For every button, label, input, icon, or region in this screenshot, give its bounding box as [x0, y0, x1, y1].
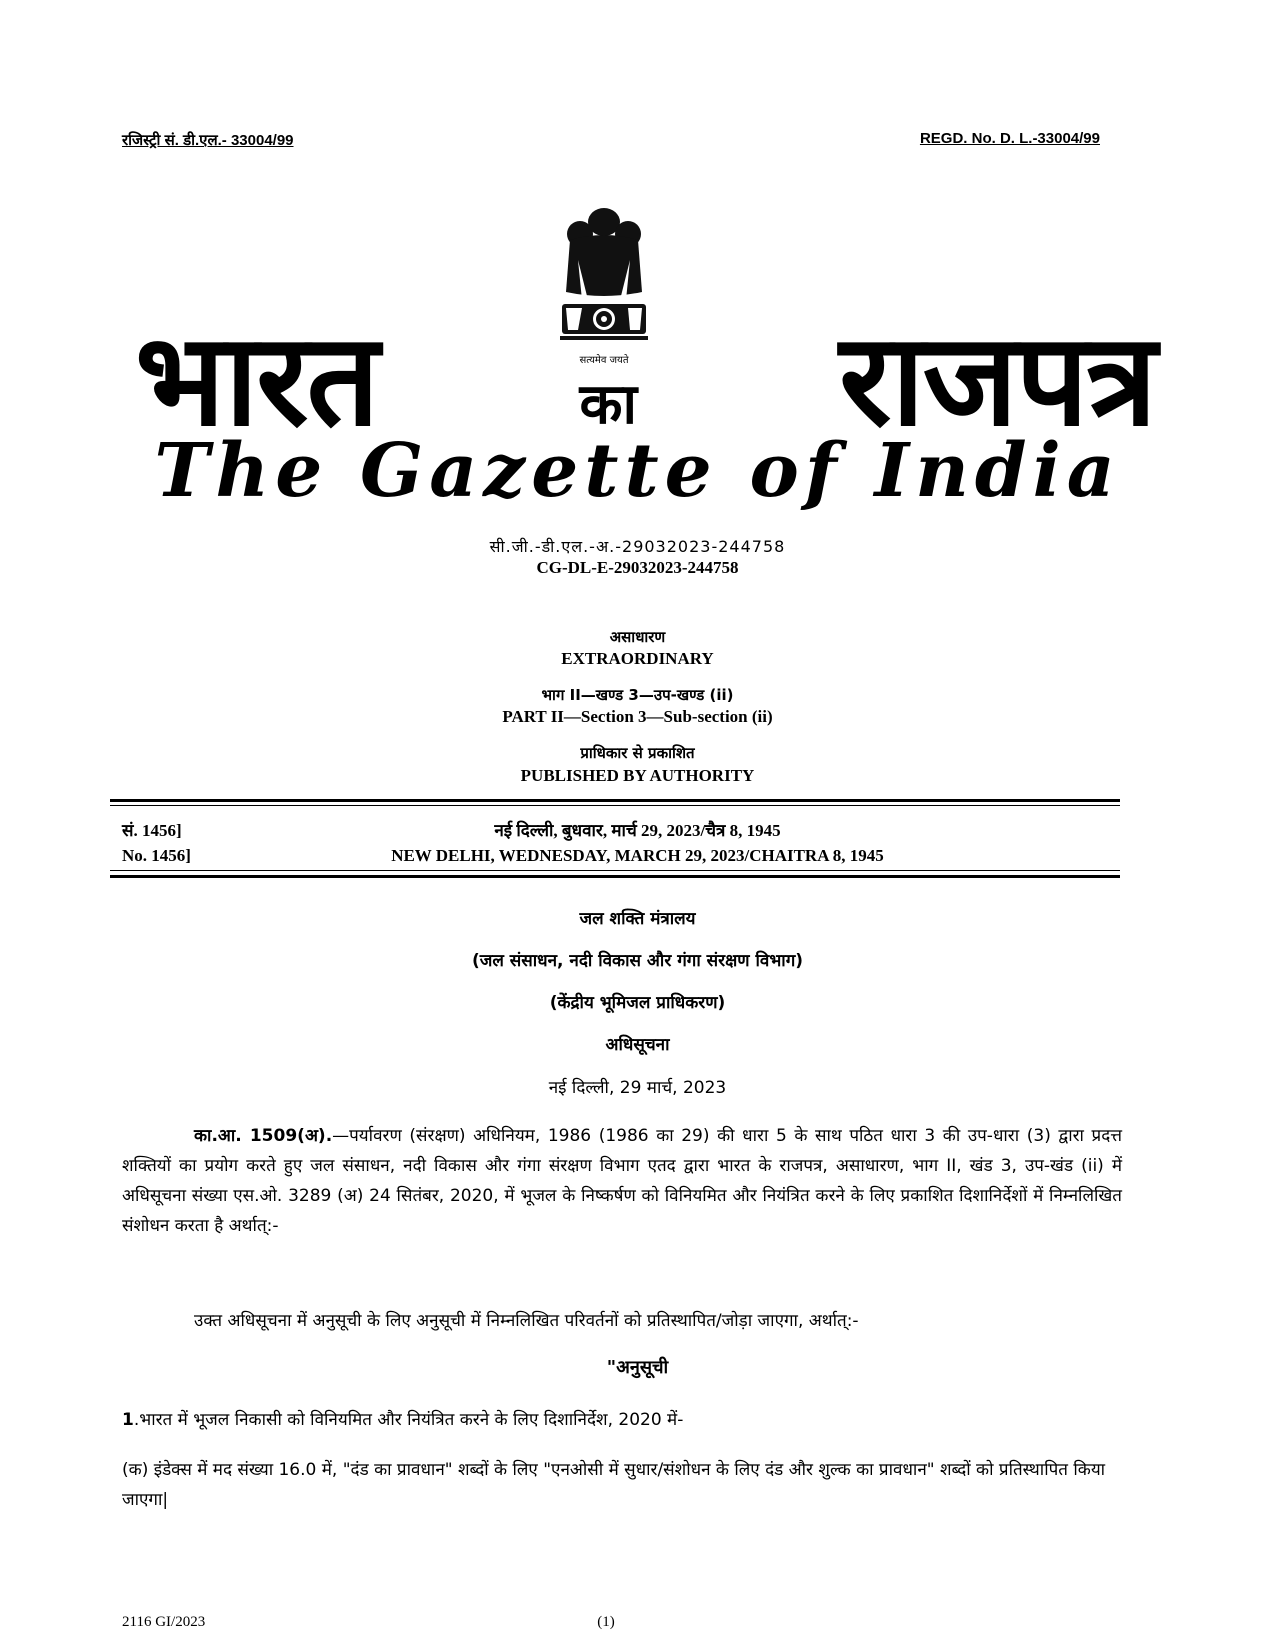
notification-heading: अधिसूचना [605, 1035, 670, 1055]
bottom-rule-thick [110, 875, 1120, 878]
gazette-code-english: CG-DL-E-29032023-244758 [536, 558, 739, 577]
ministry-heading: जल शक्ति मंत्रालय [579, 909, 696, 929]
extraordinary-hindi: असाधारण [609, 628, 666, 646]
authority-heading: (केंद्रीय भूमिजल प्राधिकरण) [549, 993, 726, 1013]
schedule-item-1 [122, 1405, 1122, 1435]
authority-hindi: प्राधिकार से प्रकाशित [580, 744, 695, 762]
top-rule-thick [110, 799, 1120, 802]
notification-reference: का.आ. 1509(अ). [194, 1126, 333, 1146]
masthead-rajpatra: राजपत्र [839, 306, 1155, 455]
schedule-item-a: (क) इंडेक्स में मद संख्या 16.0 में, "दंड का प्रावधान" शब्दों के लिए "एनओसी में सुधार/संशोधन के लिए दंड और शुल्क का प्रावधान" शब्दों को प्रतिस्थापित किया जाएगा| [122, 1460, 1106, 1510]
schedule-item-1-number: 1 [122, 1410, 134, 1430]
page-number: (1) [597, 1614, 615, 1630]
issue-date-hindi: नई दिल्ली, बुधवार, मार्च 29, 2023/चैत्र 8, 1945 [494, 821, 781, 840]
authority-english: PUBLISHED BY AUTHORITY [520, 766, 755, 785]
notification-paragraph-2: उक्त अधिसूचना में अनुसूची के लिए अनुसूची में निम्नलिखित परिवर्तनों को प्रतिस्थापित/जोड़ा जाएगा, अर्थात्:- [194, 1311, 859, 1331]
emblem-motto: सत्यमेव जयते [579, 355, 629, 366]
issue-number-hindi: सं. 1456] [122, 821, 182, 840]
schedule-item-1-text: .भारत में भूजल निकासी को विनियमित और नियंत्रित करने के लिए दिशानिर्देश, 2020 में- [133, 1410, 684, 1430]
notification-place-date: नई दिल्ली, 29 मार्च, 2023 [548, 1078, 727, 1098]
schedule-heading: "अनुसूची [606, 1357, 669, 1378]
masthead-english: The Gazette of India [154, 428, 1121, 514]
masthead-ka: का [579, 372, 638, 437]
department-heading: (जल संसाधन, नदी विकास और गंगा संरक्षण विभाग) [471, 951, 804, 971]
bottom-rule-thin [110, 870, 1120, 871]
footer-code: 2116 GI/2023 [122, 1614, 206, 1630]
part-hindi: भाग II—खण्ड 3—उप-खण्ड (ii) [541, 686, 734, 704]
part-english: PART II—Section 3—Sub-section (ii) [502, 707, 773, 726]
masthead-bharat: भारत [135, 306, 378, 455]
notification-paragraph-1-text: —पर्यावरण (संरक्षण) अधिनियम, 1986 (1986 का 29) की धारा 5 के साथ पठित धारा 3 की उप-धारा (3) द्वारा प्रदत्त शक्तियों का प्रयोग करते हुए जल संसाधन, नदी विकास और गंगा संरक्षण विभाग एतद द्वारा भारत के राजपत्र, असाधारण, भाग II, खंड 3, उप-खंड (ii) में अधिसूचना संख्या एस.ओ. 3289 (अ) 24 सितंबर, 2020, में भूजल के निष्कर्षण को विनियमित और नियंत्रित करने के लिए प्रकाशित दिशानिर्देशों में निम्नलिखित संशोधन करता है अर्थात्:- [122, 1126, 1122, 1236]
issue-number-english: No. 1456] [122, 846, 191, 865]
registration-number-hindi: रजिस्ट्री सं. डी.एल.- 33004/99 [122, 132, 294, 149]
notification-paragraph-1 [122, 1121, 1122, 1241]
top-rule-thin [110, 805, 1120, 806]
issue-date-english: NEW DELHI, WEDNESDAY, MARCH 29, 2023/CHAITRA 8, 1945 [391, 846, 884, 865]
gazette-code-hindi: सी.जी.-डी.एल.-अ.-29032023-244758 [489, 537, 786, 556]
masthead-hindi [135, 305, 1155, 455]
extraordinary-english: EXTRAORDINARY [561, 649, 714, 668]
registration-number-english: REGD. No. D. L.-33004/99 [919, 130, 1100, 147]
